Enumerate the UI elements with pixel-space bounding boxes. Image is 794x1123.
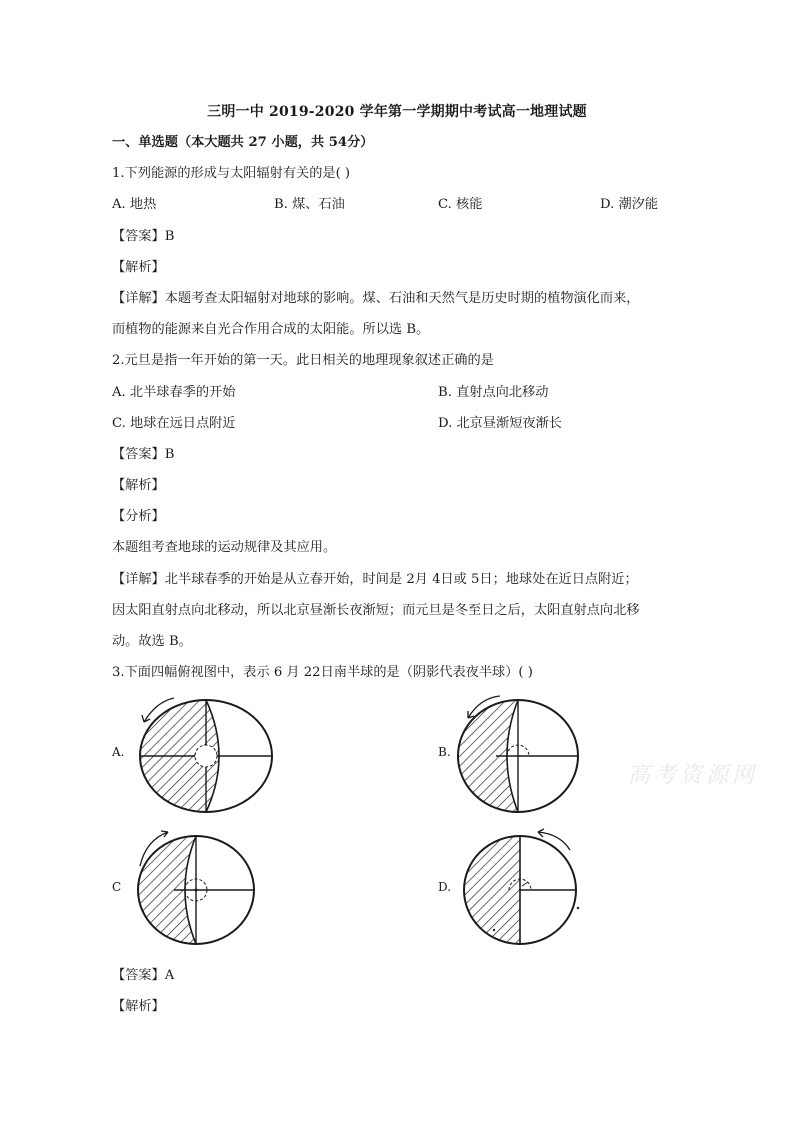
q3-answer: 【答案】A <box>112 968 175 983</box>
q3-figure-c-globe <box>134 830 264 950</box>
q2-option-b: B. 直射点向北移动 <box>438 385 549 400</box>
q2-answer: 【答案】B <box>112 447 175 462</box>
page-title: 三明一中 2019-2020 学年第一学期期中考试高一地理试题 <box>207 104 587 120</box>
q3-stem: 3.下面四幅俯视图中，表示 6 月 22日南半球的是（阴影代表夜半球）( ) <box>112 665 533 680</box>
q3-figure-b-globe <box>460 696 590 816</box>
q2-detail-line-3: 动。故选 B。 <box>112 634 192 649</box>
q3-figure-c-label: C <box>112 880 122 894</box>
q2-analysis-heading: 【解析】 <box>112 478 165 493</box>
q2-option-c: C. 地球在远日点附近 <box>112 416 236 431</box>
q3-figure-a-label: A. <box>112 745 125 759</box>
q2-stem: 2.元旦是指一年开始的第一天。此日相关的地理现象叙述正确的是 <box>112 353 494 368</box>
watermark-text: 高考资源网 <box>628 763 759 788</box>
q1-detail-line-1: 【详解】本题考查太阳辐射对地球的影响。煤、石油和天然气是历史时期的植物演化而来， <box>112 291 640 306</box>
q1-detail-line-2: 而植物的能源来自光合作用合成的太阳能。所以选 B。 <box>112 322 430 337</box>
q3-figure-b-label: B. <box>438 745 451 759</box>
q1-stem: 1.下列能源的形成与太阳辐射有关的是( ) <box>112 166 351 181</box>
q1-option-d: D. 潮汐能 <box>600 197 659 212</box>
q1-option-c: C. 核能 <box>438 197 483 212</box>
q1-answer: 【答案】B <box>112 229 175 244</box>
q1-option-a: A. 地热 <box>112 197 157 212</box>
q3-figure-d-globe <box>460 830 590 950</box>
q3-analysis-heading: 【解析】 <box>112 999 165 1014</box>
q3-figure-d-label: D. <box>438 880 452 894</box>
q3-figure-a-globe <box>134 696 264 816</box>
q1-option-b: B. 煤、石油 <box>274 197 345 212</box>
q2-summary: 本题组考查地球的运动规律及其应用。 <box>112 540 337 555</box>
section-heading: 一、单选题（本大题共 27 小题，共 54分） <box>112 135 374 150</box>
q2-detail-line-1: 【详解】北半球春季的开始是从立春开始，时间是 2月 4日或 5日；地球处在近日点附近； <box>112 572 638 587</box>
q2-option-a: A. 北半球春季的开始 <box>112 385 236 400</box>
q2-detail-line-2: 因太阳直射点向北移动，所以北京昼渐长夜渐短；而元旦是冬至日之后，太阳直射点向北移 <box>112 603 640 618</box>
q2-option-d: D. 北京昼渐短夜渐长 <box>438 416 562 431</box>
q1-analysis-heading: 【解析】 <box>112 260 165 275</box>
q2-fenxi-heading: 【分析】 <box>112 509 165 524</box>
